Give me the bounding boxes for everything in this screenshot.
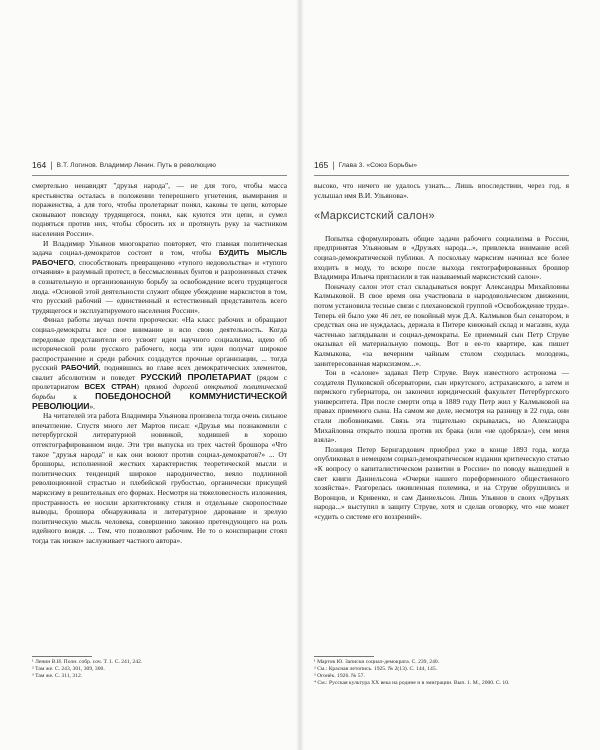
left-footnote-rule [32,656,92,657]
left-paragraph [32,181,287,239]
right-running-head [314,158,417,172]
left-segment: (рядом с пролетариатом [32,372,287,392]
right-paragraph [314,234,569,282]
left-segment: , способствовать превращению «тупого недовольства» и «тупого отчаяния» в разумный протест, в бессмысленных бунтов и разрозненных стачек в сознательную и организованную борьбу за освобождение всего трудящегося люда. «Основой этой деятельности служит общее убеждение марксистов в том, что русский рабочий — единственный и естественный представитель всего трудящегося и эксплуатируемого населения России». [32,257,287,315]
left-paragraph [32,315,287,411]
section-title: «Марксистский салон» [314,210,435,223]
right-footnote: ³ Огонёк. 1926. № 57. [314,672,365,679]
right-segment: Поначалу салон этот стал складываться вокруг Александры Михайловны Калмыковой. В свое время она участвовала в народовольческом движении, потом установила тесные связи с плехановской группой «Освобождение труда». Теперь ей было уже 46 лет, ее покойный муж Д.А. Калмыков был сенатором, в средствах она не нуждалась, держала в Питере книжный склад и магазин, куда частенько заглядывали и социал-демократы. Ее приемный сын Петр Струве оказывал ей материальную помощь. Вот в ее-то квартире, как пишет Калмыкова, «за вечерним чайным столом сходилась молодежь, заинтересованная марксизмом...». [314,281,569,368]
left-segment: РАБОЧИЙ [61,363,99,373]
left-segment: к [55,392,96,402]
right-head-separator: | [332,160,335,170]
left-footnotes [32,656,232,680]
right-header-rule [314,175,569,176]
left-segment: ». [89,401,95,411]
right-body-text [314,181,569,522]
right-paragraphs [314,234,569,522]
right-running-head-text: Глава 3. «Союз Борьбы» [338,161,418,169]
left-segment: смертельно ненавидят "друзья народа", — не для того, чтобы масса крестьянства осталась в положении теперешнего угнетения, вымирания и пораженства, а для того, чтобы пролетариат понял, каковы те цепи, которые сковывают повсюду трудящегося, понял, как куются эти цепи, и сумел подняться против них, чтобы сбросить их и протянуть руку за частником населения России». [32,181,287,238]
left-running-head [32,158,216,172]
left-segment: Финал работы звучал почти пророчески: «На класс рабочих и обращают социал-демократы все свое внимание и всю свою деятельность. Когда передовые представители его усвоят идеи научного социализма, идею об исторической роли русского рабочего, когда эти идеи получат широкое распространение и среди рабочих создадутся прочные организации, ... тогда русский [32,315,287,373]
left-page-number: 164 [32,160,47,170]
right-segment: Тон в «салоне» задавал Петр Струве. Внук известного астронома — создателя Пулковской обсерватории, сын иркутского, астраханского, а затем и пермского губернатора, он закончил юридический факультет Петербургского университета. При после смерти отца в 1889 году Петр жил у Калмыковой на правах приемного сына. На самом же деле, несмотря на разницу в 22 года, они стали любовниками. Связь эта тщательно скрывалась, но Александра Михайловна открыто пошла против их брака (или «не одобряла»), сем меня взяла». [314,368,569,445]
left-segment: РУССКИЙ ПРОЛЕТАРИАТ [140,371,252,382]
right-footnote: ² См.: Красная летопись. 1925. № 2(13). С. 144, 145. [314,665,438,672]
right-intro-paragraph [314,181,569,200]
left-segment: ПОБЕДОНОСНОЙ КОММУНИСТИЧЕСКОЙ РЕВОЛЮЦИИ [32,391,287,411]
left-running-head-text: В.Т. Логинов. Владимир Ленин. Путь в революцию [56,161,216,169]
right-intro-segment: высоко, что ничего не удалось узнать... Лишь впоследствии, через год, я услышал имя В.И. Ульянова». [314,181,569,200]
left-footnote: ² Там же. С. 243, 301, 309, 300. [32,665,105,672]
right-segment: Позиция Петер Бернгардович приобрел уже в конце 1893 года, когда опубликовал в немецком социал-демократическом издании критическую статью «К вопросу о капиталистическом развитии в России» по поводу вышедшей в свет книги Даниельсона «Очерки нашего пореформенного общественного хозяйства». Разгорелась оживленная полемика, и на Струве обрушились и Воронцов, и Кривенко, и сам Даниельсон. Лишь Ульянов в своих «Друзьях народа...» выступил в защиту Струве, хотя и сделав оговорку, что «не может «судить о системе его воззрений». [314,444,569,521]
right-paragraph [314,282,569,368]
left-segment: И Владимир Ульянов многократно повторяет, что главная политическая задача социал-демократов состоит в том, чтобы [32,238,287,258]
right-footnote: ⁴ См.: Русская культура XX века на родине и в эмиграции. Вып. 1. М., 2000. С. 10. [314,679,510,686]
left-segment: БУДИТЬ МЫСЛЬ РАБОЧЕГО [32,248,287,267]
right-page [302,0,600,750]
right-paragraph [314,368,569,445]
right-footnote-rule [314,656,374,657]
left-segment: прямой дорогой открытой политической борьбы [32,382,287,402]
left-header-rule [32,175,287,176]
left-segment: , поднявшись во главе всех демократических элементов, свалит абсолютизм и поведет [32,363,287,382]
left-body-text [32,181,287,546]
left-segment: На читателей эта работа Владимира Ульянова произвела тогда очень сильное впечатление. Спустя много лет Мартов писал: «Друзья мы познакомили с петербургской литературной новинкой, ходившей в хорошо отгектографированном виде. Эти три выпуска из трех частей брошюра «Что такое "друзья народа" и как они воюют против социал-демократов?» ... От брошюры, исполненной жестких характеристик теоретической мысли и политических тенденций широкое народничество, веяло подлинной революционной страстью и плебейской грубостью, органически присущей марксизму в решительных его формах. Несмотря на тяжеловесность изложения, пространность ее носили архитектонику стиля и отдельные скоропостные выводы, брошюра обнаруживала и литературное дарование и зрелую политическую мысль человека, совершенно законно претендующего на роль идейного вождя. ... Тем, что позволяют рабочим. Не то о конспирации стоял тогда так низко» заслуживает частного автора». [32,411,287,545]
left-segment: ВСЕХ СТРАН [84,382,137,392]
left-page [0,0,298,750]
left-paragraph [32,411,287,545]
right-paragraph [314,445,569,522]
right-footnotes [314,656,554,687]
left-footnote: ³ Там же. С. 311, 312. [32,672,83,679]
right-page-number: 165 [314,160,329,170]
left-paragraph [32,239,287,316]
left-segment: ) [136,382,145,392]
right-footnote: ¹ Мартов Ю. Записки социал-демократа. С. 239, 240. [314,659,440,665]
left-head-separator: | [50,160,53,170]
right-segment: Попытка сформулировать общие задачи рабочего социализма в России, предпринятая Ульяновым в «Друзьях народа...», привлекла внимание всей социал-демократической публики. А поскольку марксизм начинал все более входить в моду, то вскоре после выхода гектографированных брошюр Владимира Ильича пригласили в так называемый марксистский салон». [314,233,569,282]
left-footnote: ¹ Ленин В.И. Полн. собр. соч. Т. 1. С. 241, 242. [32,659,143,665]
